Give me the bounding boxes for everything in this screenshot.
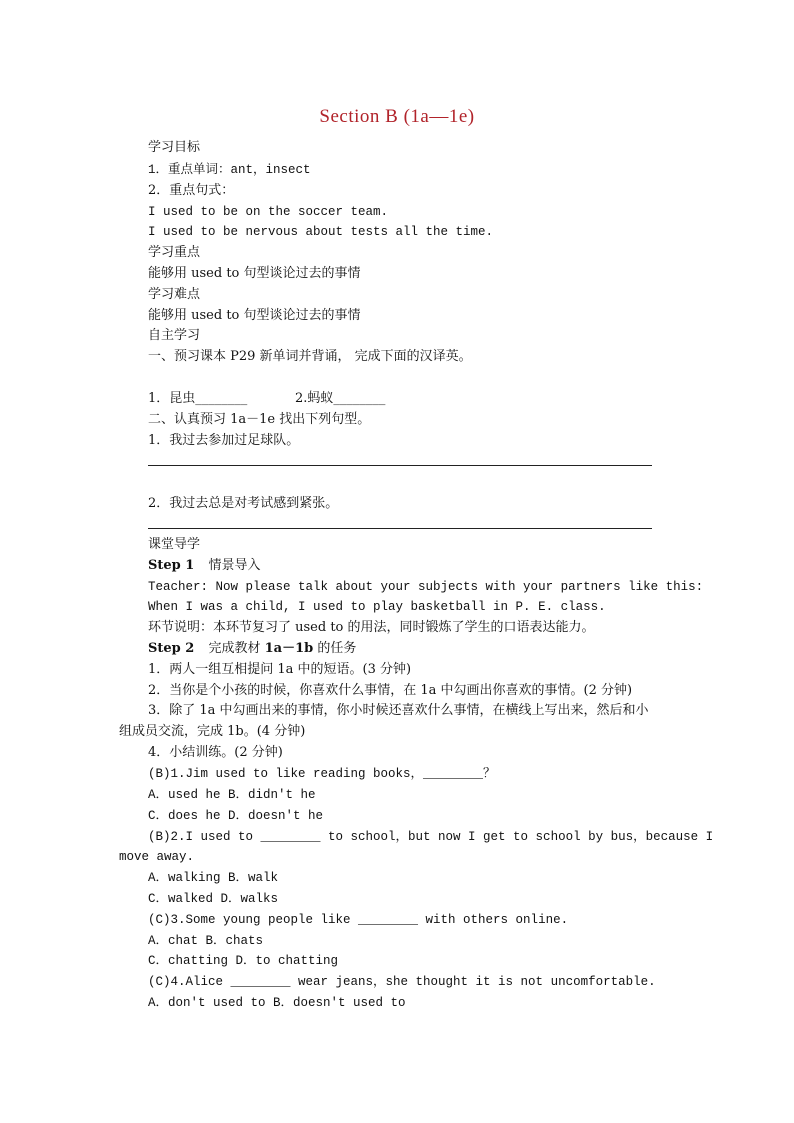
difficulty-heading: 学习难点 — [148, 287, 201, 302]
question-2-stem-continued: move away. — [119, 850, 195, 864]
step1-line — [148, 557, 260, 575]
question-3-options-a: A．chat B．chats — [148, 934, 264, 948]
question-3-stem: (C)3.Some young people like ________ with others online. — [148, 913, 569, 927]
answer-line-1 — [148, 465, 652, 466]
vocab-item-ant: 2.蚂蚁________ — [295, 391, 386, 406]
question-1-options-b: C．does he D．doesn't he — [148, 809, 324, 823]
classroom-heading: 课堂导学 — [148, 537, 201, 552]
vocab-item-insect: 1．昆虫________ — [148, 391, 248, 406]
task-1: 1．两人一组互相提问 1a 中的短语。(3 分钟) — [148, 662, 412, 677]
self-study-heading: 自主学习 — [148, 328, 201, 343]
task-3-line-2: 组成员交流，完成 1b。(4 分钟) — [119, 724, 306, 739]
self-study-part2: 二、认真预习 1a－1e 找出下列句型。 — [148, 412, 371, 427]
goals-item-sentences: 2．重点句式： — [148, 183, 235, 198]
question-4-options-a: A．don't used to B．doesn't used to — [148, 996, 406, 1010]
teacher-line-2: When I was a child, I used to play basketball in P. E. class. — [148, 600, 606, 614]
step2-title-a: 完成教材 — [208, 641, 261, 656]
goals-item-words: 1．重点单词：ant，insect — [148, 163, 311, 177]
sentence-question-1: 1．我过去参加过足球队。 — [148, 433, 300, 448]
step1-label: Step 1 — [148, 558, 195, 573]
sentence-question-2: 2．我过去总是对考试感到紧张。 — [148, 496, 339, 511]
step2-label: Step 2 — [148, 641, 195, 656]
answer-line-2 — [148, 528, 652, 529]
task-2: 2．当你是个小孩的时候，你喜欢什么事情，在 1a 中勾画出你喜欢的事情。(2 分钟) — [148, 683, 633, 698]
question-1-options-a: A．used he B．didn't he — [148, 788, 316, 802]
goals-sentence-2: I used to be nervous about tests all the time. — [148, 225, 494, 239]
task-4: 4．小结训练。(2 分钟) — [148, 745, 283, 760]
goals-sentence-1: I used to be on the soccer team. — [148, 205, 389, 219]
page-title: Section B (1a—1e) — [319, 106, 475, 127]
question-2-stem: (B)2.I used to ________ to school，but now I get to school by bus，because I — [148, 830, 714, 844]
focus-text: 能够用 used to 句型谈论过去的事情 — [148, 266, 361, 281]
step2-line — [148, 640, 356, 658]
step2-title-b: 1a－1b — [264, 641, 314, 656]
question-3-options-b: C．chatting D．to chatting — [148, 954, 339, 968]
self-study-part1: 一、预习课本 P29 新单词并背诵， 完成下面的汉译英。 — [148, 349, 472, 364]
step1-title: 情景导入 — [208, 558, 261, 573]
task-3-line-1: 3．除了 1a 中勾画出来的事情，你小时候还喜欢什么事情，在横线上写出来，然后和小 — [148, 703, 649, 718]
goals-heading: 学习目标 — [148, 140, 201, 155]
difficulty-text: 能够用 used to 句型谈论过去的事情 — [148, 308, 361, 323]
question-1-stem: (B)1.Jim used to like reading books，________？ — [148, 767, 496, 781]
focus-heading: 学习重点 — [148, 245, 201, 260]
question-2-options-b: C．walked D．walks — [148, 892, 279, 906]
step-note: 环节说明：本环节复习了 used to 的用法，同时锻炼了学生的口语表达能力。 — [148, 620, 595, 635]
step2-title-c: 的任务 — [317, 641, 357, 656]
question-4-stem: (C)4.Alice ________ wear jeans，she thought it is not uncomfortable. — [148, 975, 656, 989]
question-2-options-a: A．walking B．walk — [148, 871, 279, 885]
teacher-line-1: Teacher: Now please talk about your subjects with your partners like this: — [148, 580, 704, 594]
